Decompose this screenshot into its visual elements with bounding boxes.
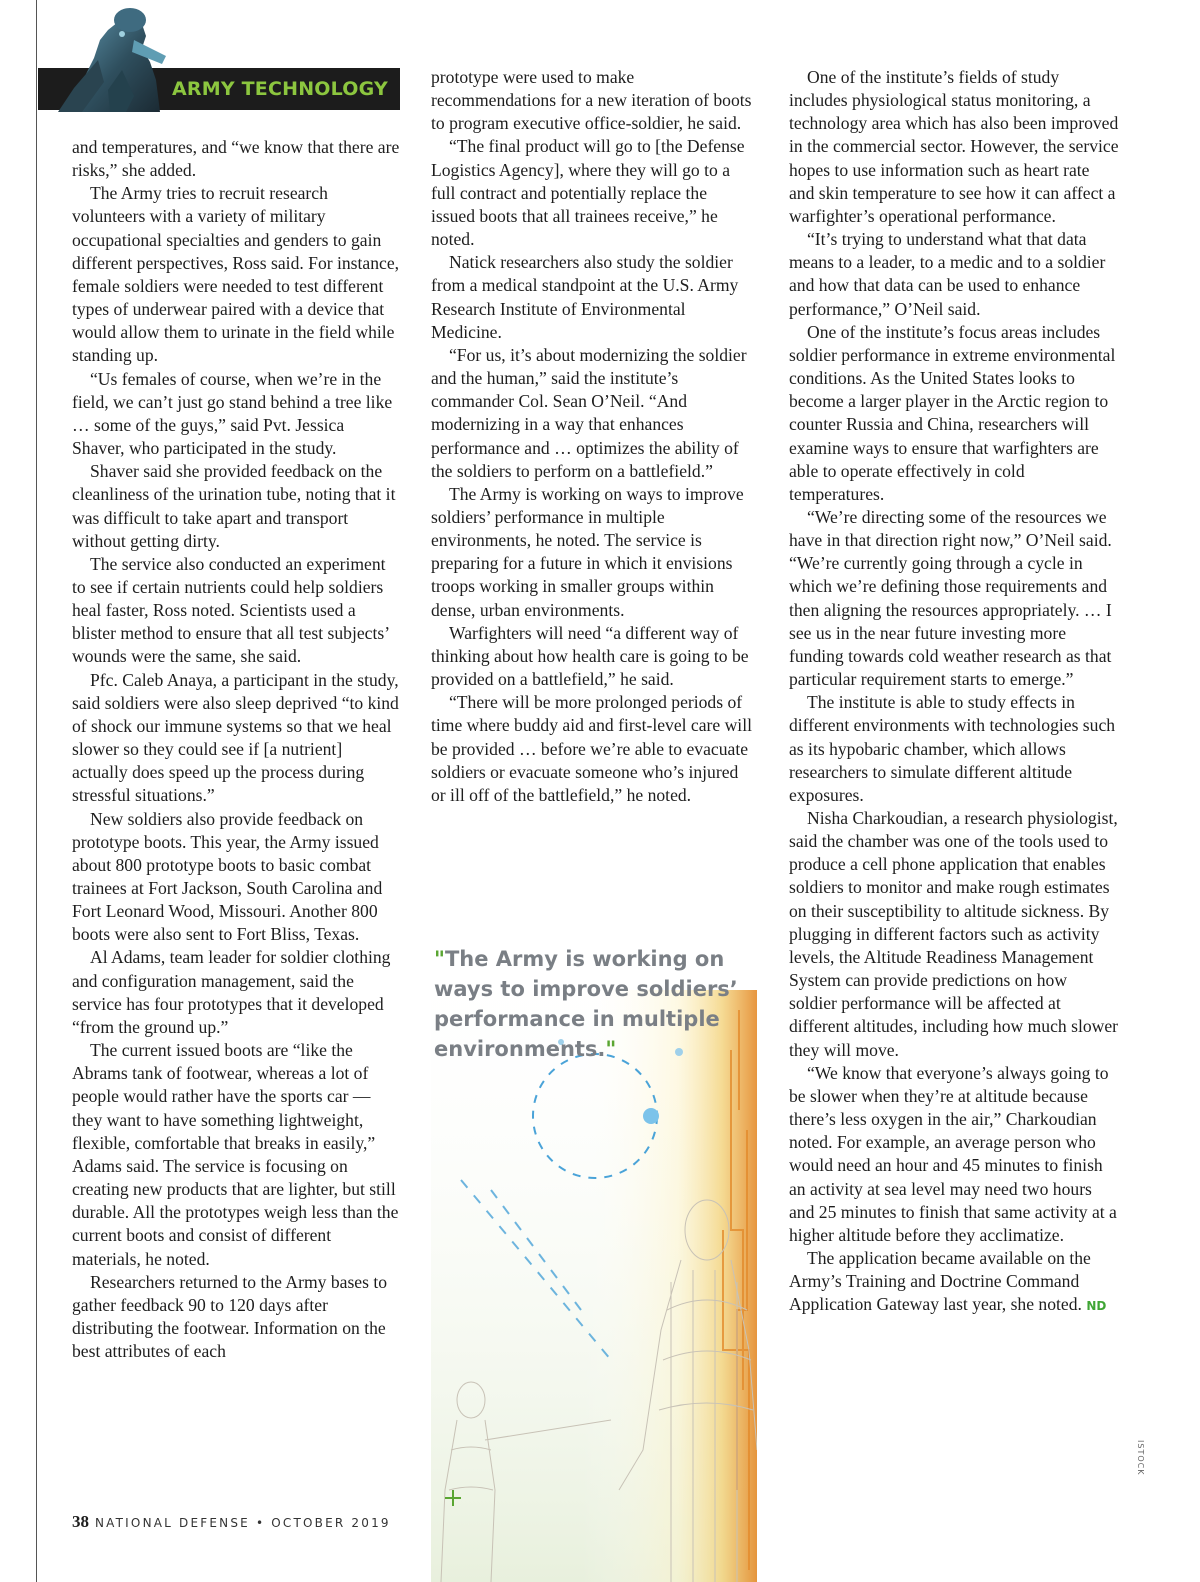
paragraph: The Army is working on ways to improve soldiers’ performance in multiple environments, he noted. The service is preparing for a future in which it envisions troops working in smaller groups within dense, urban environments. — [431, 483, 744, 620]
pull-quote — [434, 944, 750, 1064]
paragraph: One of the institute’s focus areas includes soldier performance in extreme environmental conditions. As the United States looks to become a larger player in the Arctic region to counter Russia and China, researchers will examine ways to ensure that warfighters are able to operate effectively in cold temperatures. — [789, 321, 1116, 504]
paragraph: The service also conducted an experiment to see if certain nutrients could help soldiers heal faster, Ross noted. Scientists used a blister method to ensure that all test subjects’ wounds were the same, she said. — [72, 553, 389, 667]
paragraph: “We know that everyone’s always going to be slower when they’re at altitude because there’s less oxygen in the air,” Charkoudian noted. For example, an average person who would need an hour and 45 minutes to finish an activity at sea level may need two hours and 25 minutes to finish that same activity at a higher altitude before they acclimatize. — [789, 1062, 1117, 1245]
photo-credit: ISTOCK — [1136, 1440, 1145, 1476]
pull-quote-close-mark: " — [605, 1037, 617, 1061]
paragraph: The Army tries to recruit research volunteers with a variety of military occupational specialties and genders to gain different perspectives, Ross said. For instance, female soldiers were needed to test different types of underwear paired with a device that would allow them to urinate in the field while standing up. — [72, 183, 400, 366]
paragraph: Al Adams, team leader for soldier clothing and configuration management, said the service has four prototypes that it developed “from the ground up.” — [72, 947, 391, 1037]
paragraph: The institute is able to study effects in different environments with technologies such as its hypobaric chamber, which allows researchers to simulate different altitude exposures. — [789, 692, 1116, 805]
paragraph: prototype were used to make recommendations for a new iteration of boots to program executive office-soldier, he said. — [431, 67, 752, 134]
paragraph: The current issued boots are “like the Abrams tank of footwear, whereas a lot of people would rather have the sports car — they want to have something lightweight, flexible, comfortable that breaks in easily,” Adams said. The service is focusing on creating new products that are lighter, but still durable. All the prototypes weigh less than the current boots and consist of different materials, he noted. — [72, 1040, 399, 1269]
end-mark: ND — [1086, 1299, 1107, 1314]
paragraph: Shaver said she provided feedback on the cleanliness of the urination tube, noting that it was difficult to take apart and transport without getting dirty. — [72, 461, 396, 551]
paragraph: New soldiers also provide feedback on prototype boots. This year, the Army issued about 800 prototype boots to basic combat trainees at Fort Jackson, South Carolina and Fort Leonard Wood, Missouri. Another 800 boots were also sent to Fort Bliss, Texas. — [72, 808, 383, 945]
page-margin-rule — [36, 0, 37, 1582]
paragraph: One of the institute’s fields of study includes physiological status monitoring, a technology area which has also been improved in the commercial sector. However, the service hopes to use information such as heart rate and skin temperature to see how it can affect a warfighter’s operational performance. — [789, 67, 1119, 226]
paragraph: Pfc. Caleb Anaya, a participant in the study, said soldiers were also sleep deprived “to kind of shock our immune systems so that we heal slower so they could see if [a nutrient] actually does speed up the process during stressful situations.” — [72, 669, 399, 806]
article-column-2 — [431, 66, 753, 807]
pull-quote-open-mark: " — [434, 947, 445, 971]
paragraph: “The final product will go to [the Defense Logistics Agency], where they will go to a full contract and potentially replace the issued boots that all trainees receive,” he noted. — [431, 136, 745, 250]
page-number: 38 — [72, 1512, 89, 1531]
paragraph: Warfighters will need “a different way of thinking about how health care is going to be provided on a battlefield,” he said. — [431, 622, 749, 690]
paragraph: Natick researchers also study the soldier from a medical standpoint at the U.S. Army Research Institute of Environmental Medicine. — [431, 252, 739, 342]
paragraph — [789, 1247, 1119, 1318]
paragraph-text: The application became available on the Army’s Training and Doctrine Command Application Gateway last year, she noted. — [789, 1247, 1091, 1315]
soldier-illustration-icon — [38, 0, 170, 112]
paragraph: “It’s trying to understand what that data means to a leader, to a medic and to a soldier and how that data can be used to enhance performance,” O’Neil said. — [789, 229, 1106, 319]
pull-quote-text: The Army is working on ways to improve soldiers’ performance in multiple environments. — [434, 947, 738, 1061]
paragraph: Researchers returned to the Army bases to gather feedback 90 to 120 days after distributing the footwear. Information on the best attributes of each — [72, 1271, 388, 1362]
section-title: ARMY TECHNOLOGY — [172, 78, 388, 100]
publication-line: NATIONAL DEFENSE • OCTOBER 2019 — [95, 1516, 391, 1530]
article-column-1 — [72, 136, 400, 1363]
paragraph: “Us females of course, when we’re in the field, we can’t just go stand behind a tree like … some of the guys,” said Pvt. Jessica Shaver, who participated in the study. — [72, 368, 393, 459]
paragraph: Nisha Charkoudian, a research physiologist, said the chamber was one of the tools used to produce a cell phone application that enables soldiers to monitor and make rough estimates on their susceptibility to altitude sickness. By plugging in different factors such as activity levels, the Altitude Readiness Management System can provide predictions on how soldier performance will be affected at different altitudes, including how much slower they will move. — [789, 808, 1118, 1060]
paragraph: “There will be more prolonged periods of time where buddy aid and first-level care will be provided … before we’re able to evacuate soldiers or evacuate someone who’s injured or ill off of the battlefield,” he noted. — [431, 692, 752, 805]
paragraph: “We’re directing some of the resources we have in that direction right now,” O’Neil said. “We’re currently going through a cycle in which we’re defining those requirements and then aligning the resources appropriately. … I see us in the near future investing more funding towards cold weather research as that particular requirement starts to emerge.” — [789, 506, 1112, 690]
page-footer — [72, 1512, 391, 1532]
article-column-3 — [789, 66, 1119, 1318]
paragraph: and temperatures, and “we know that there are risks,” she added. — [72, 137, 400, 181]
paragraph: “For us, it’s about modernizing the soldier and the human,” said the institute’s commander Col. Sean O’Neil. “And modernizing in a way that enhances performance and … optimizes the ability of the soldiers to perform on a battlefield.” — [431, 344, 747, 481]
